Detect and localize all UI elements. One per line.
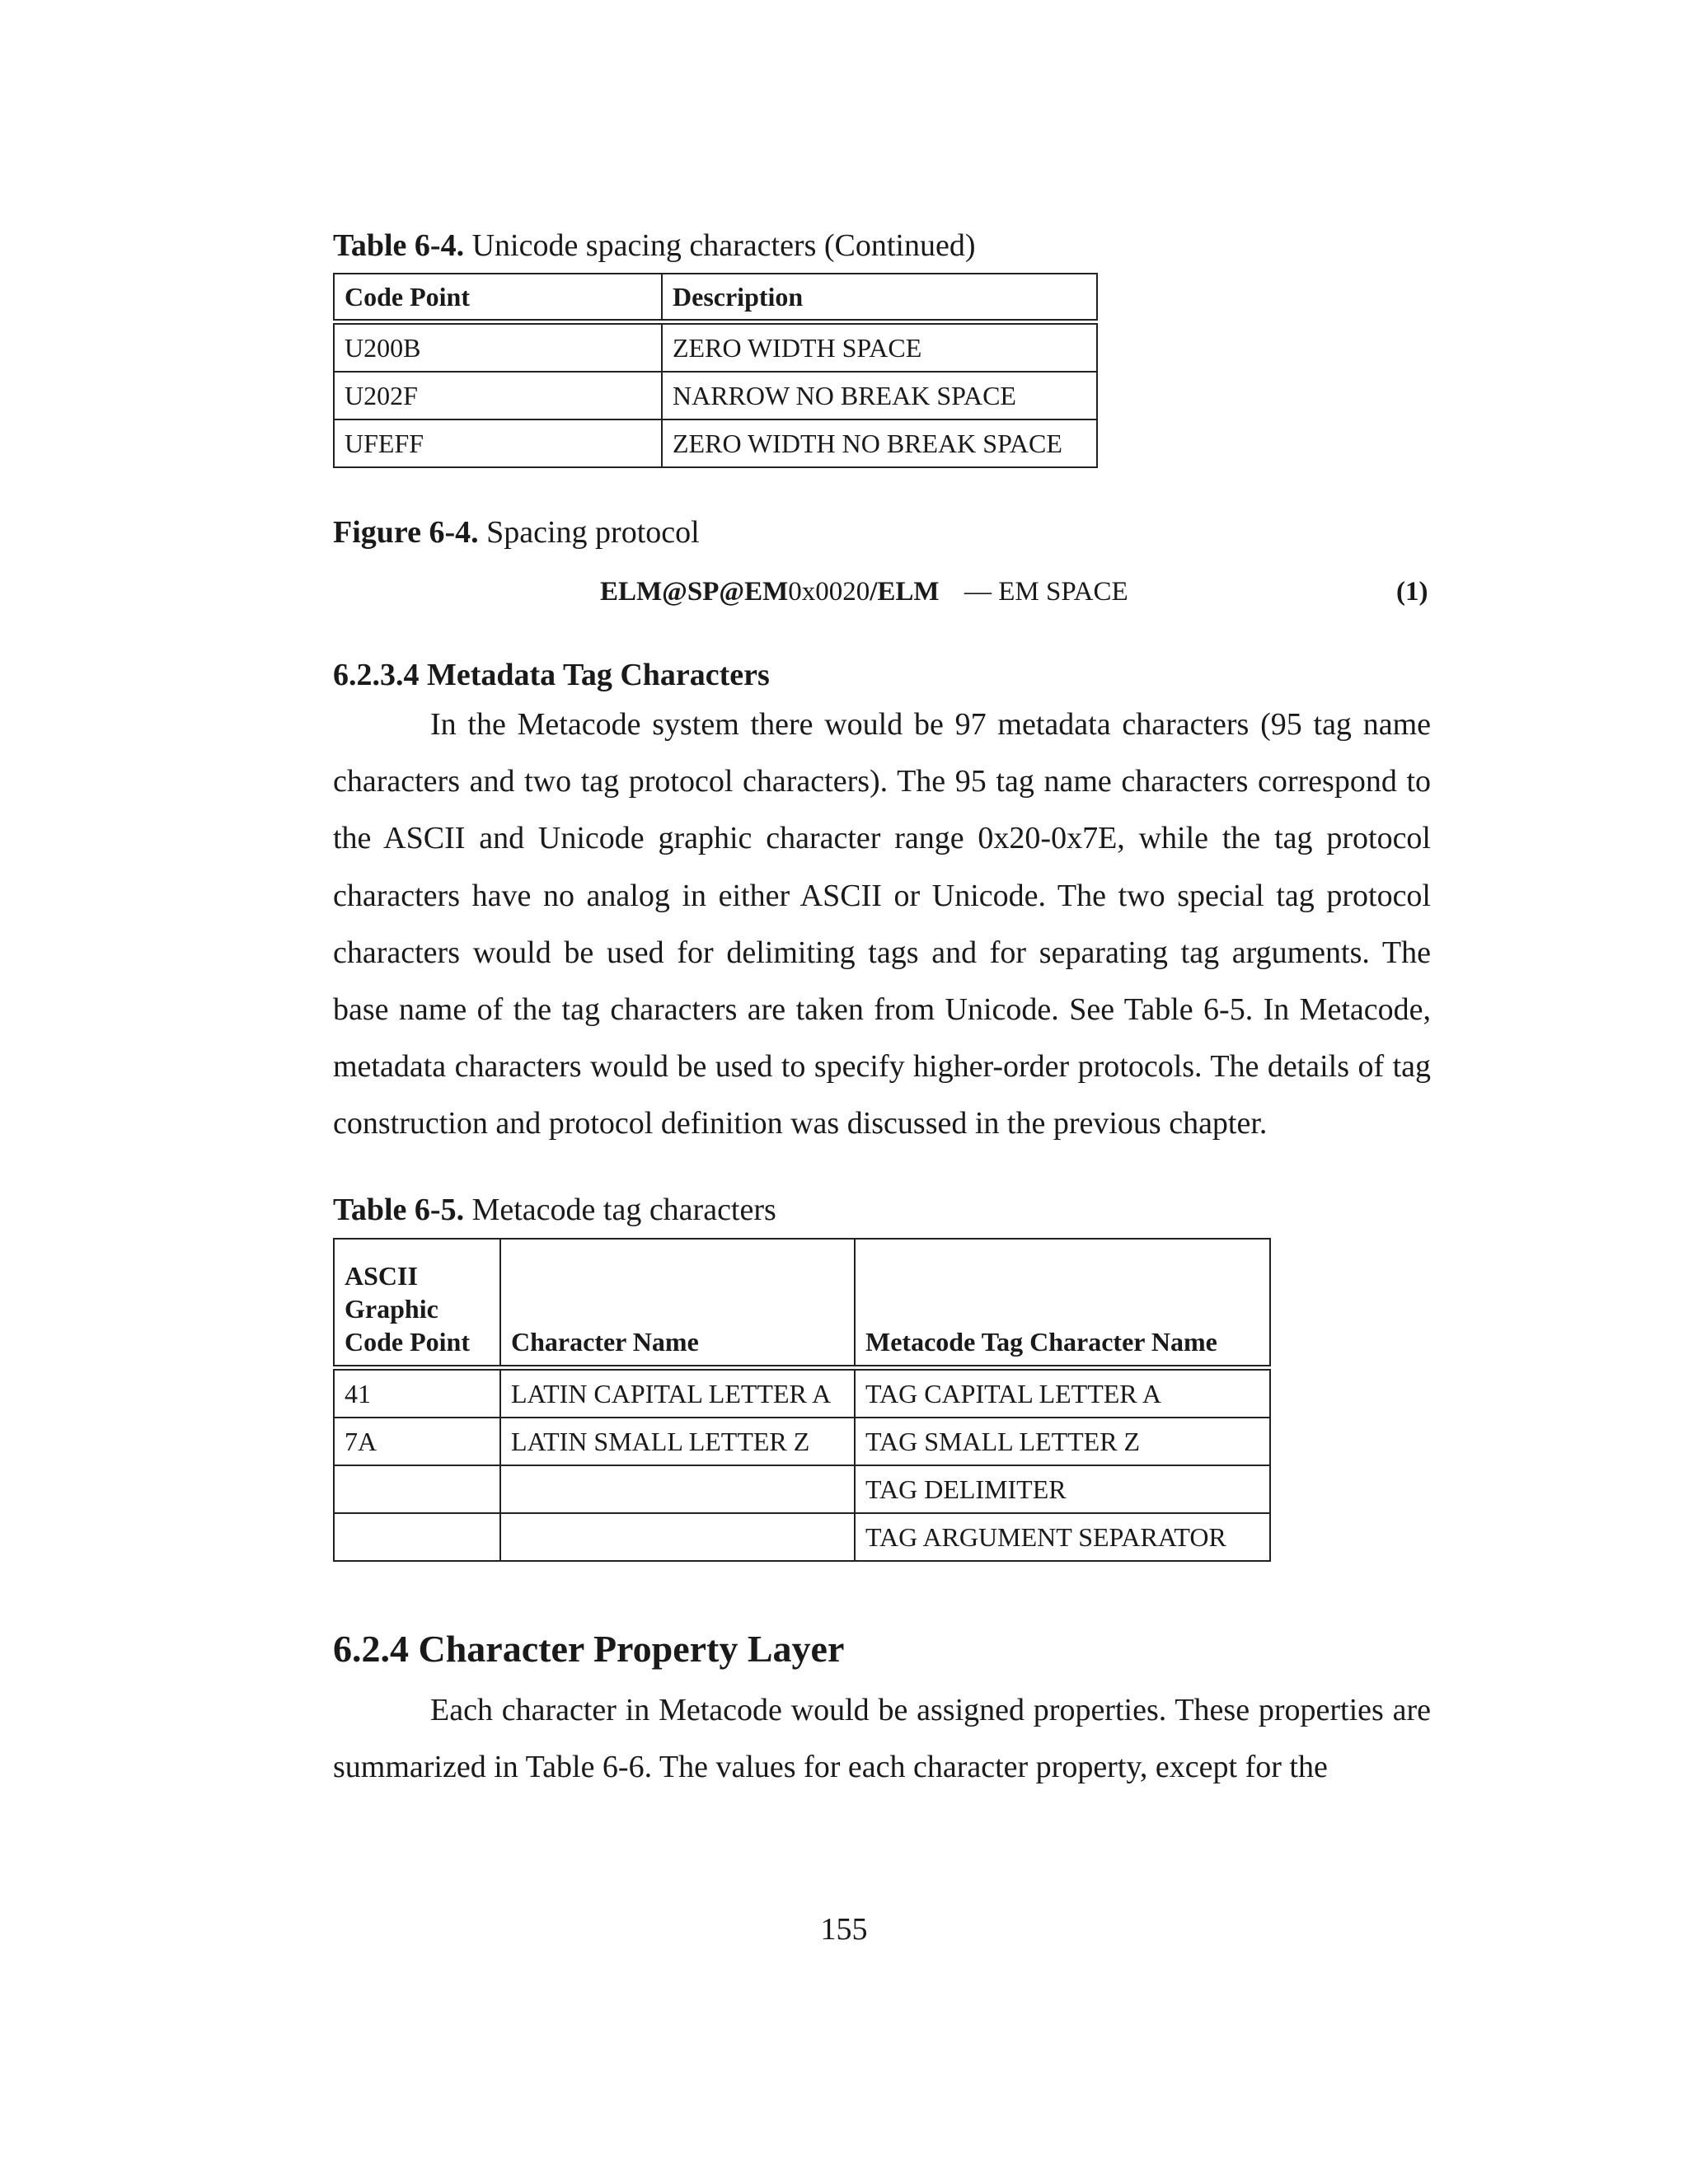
equation-description: — EM SPACE bbox=[964, 577, 1128, 607]
table-row bbox=[334, 1465, 1270, 1513]
equation-suffix: /ELM bbox=[870, 577, 940, 607]
table-cell bbox=[500, 1465, 855, 1513]
table-6-5-caption-label: Table 6-5. bbox=[333, 1193, 465, 1227]
header-line: Code Point bbox=[345, 1327, 470, 1357]
table-cell bbox=[500, 1513, 855, 1561]
table-row bbox=[334, 372, 1097, 419]
section-heading-6-2-3-4: 6.2.3.4 Metadata Tag Characters bbox=[333, 658, 770, 692]
table-cell: U202F bbox=[334, 372, 662, 419]
table-cell: ZERO WIDTH SPACE bbox=[662, 322, 1097, 373]
page-number: 155 bbox=[820, 1912, 868, 1947]
table-cell: NARROW NO BREAK SPACE bbox=[662, 372, 1097, 419]
table-cell: LATIN CAPITAL LETTER A bbox=[500, 1368, 855, 1418]
section-heading-6-2-4: 6.2.4 Character Property Layer bbox=[333, 1628, 845, 1670]
table-6-5-caption bbox=[333, 1191, 776, 1229]
table-header-cell: Metacode Tag Character Name bbox=[855, 1239, 1270, 1368]
table-header-cell: Description bbox=[662, 274, 1097, 322]
figure-6-4-caption bbox=[333, 513, 700, 551]
table-cell: 41 bbox=[334, 1368, 500, 1418]
body-paragraph: Each character in Metacode would be assigned properties. These properties are summarized in Table 6-6. The values for each character property, except for the bbox=[333, 1693, 1431, 1785]
table-cell: TAG ARGUMENT SEPARATOR bbox=[855, 1513, 1270, 1561]
table-6-4-caption bbox=[333, 227, 976, 265]
table-cell: LATIN SMALL LETTER Z bbox=[500, 1418, 855, 1465]
header-line: ASCII bbox=[345, 1261, 418, 1291]
table-header-row bbox=[334, 274, 1097, 322]
equation-number bbox=[1396, 574, 1428, 609]
table-cell: TAG CAPITAL LETTER A bbox=[855, 1368, 1270, 1418]
table-row bbox=[334, 419, 1097, 467]
table-cell bbox=[334, 1513, 500, 1561]
table-6-4 bbox=[333, 273, 1098, 468]
table-header-cell: Character Name bbox=[500, 1239, 855, 1368]
table-header-row bbox=[334, 1239, 1270, 1368]
figure-6-4-caption-text: Spacing protocol bbox=[478, 515, 700, 550]
table-cell: TAG SMALL LETTER Z bbox=[855, 1418, 1270, 1465]
table-6-4-caption-label: Table 6-4. bbox=[333, 228, 465, 263]
table-header-cell: Code Point bbox=[334, 274, 662, 322]
table-header-cell bbox=[334, 1239, 500, 1368]
table-row bbox=[334, 1368, 1270, 1418]
equation-number-text: (1) bbox=[1396, 577, 1428, 607]
table-row bbox=[334, 1513, 1270, 1561]
table-6-4-caption-text: Unicode spacing characters (Continued) bbox=[464, 228, 976, 263]
table-cell: UFEFF bbox=[334, 419, 662, 467]
equation-prefix: ELM@SP@EM bbox=[600, 577, 789, 607]
header-line: Graphic bbox=[345, 1294, 438, 1324]
table-cell: ZERO WIDTH NO BREAK SPACE bbox=[662, 419, 1097, 467]
table-6-5 bbox=[333, 1238, 1271, 1562]
table-6-5-caption-text: Metacode tag characters bbox=[464, 1193, 776, 1227]
table-cell: 7A bbox=[334, 1418, 500, 1465]
table-cell: TAG DELIMITER bbox=[855, 1465, 1270, 1513]
table-row bbox=[334, 1418, 1270, 1465]
table-cell: U200B bbox=[334, 322, 662, 373]
spacing-protocol-equation bbox=[600, 574, 940, 609]
figure-6-4-caption-label: Figure 6-4. bbox=[333, 515, 479, 550]
body-paragraph: In the Metacode system there would be 97 metadata characters (95 tag name characters and two tag protocol characters). The 95 tag name characters correspond to the ASCII and Unicode graphic character range 0x20-0x7E, while the tag protocol characters have no analog in either ASCII or Unicode. The two special tag protocol characters would be used for delimiting tags and for separating tag arguments. The base name of the tag characters are taken from Unicode. See Table 6-5. In Metacode, metadata characters would be used to specify higher-order protocols. The details of tag construction and protocol definition was discussed in the previous chapter. bbox=[333, 707, 1431, 1141]
table-cell bbox=[334, 1465, 500, 1513]
equation-code: 0x0020 bbox=[788, 577, 870, 607]
table-row bbox=[334, 322, 1097, 373]
